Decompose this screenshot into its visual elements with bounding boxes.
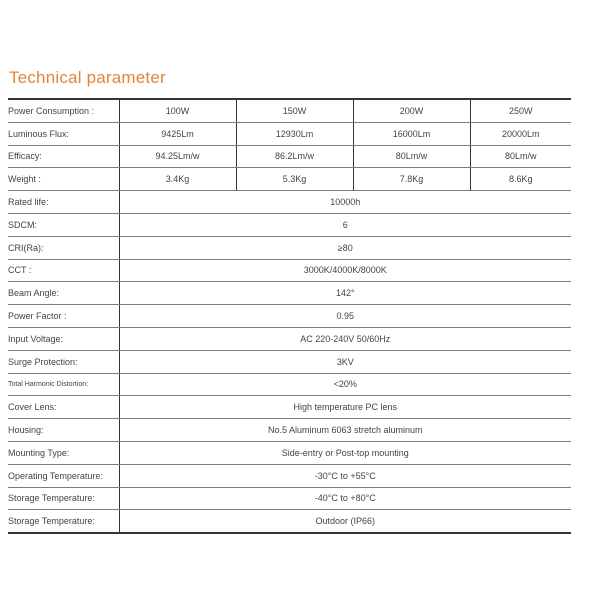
row-label: CRI(Ra): xyxy=(8,236,119,259)
row-label: Storage Temperature: xyxy=(8,510,119,533)
row-value: No.5 Aluminum 6063 stretch aluminum xyxy=(119,419,571,442)
row-value: 3KV xyxy=(119,350,571,373)
row-label: Efficacy: xyxy=(8,145,119,168)
table-row-surge-protection xyxy=(8,350,571,373)
model-value: 7.8Kg xyxy=(353,168,470,191)
table-row-input-voltage xyxy=(8,327,571,350)
row-value: 0.95 xyxy=(119,305,571,328)
row-label: Beam Angle: xyxy=(8,282,119,305)
model-value: 16000Lm xyxy=(353,122,470,145)
table-row-power-consumption xyxy=(8,99,571,122)
table-row-mounting-type xyxy=(8,441,571,464)
row-label: Rated life: xyxy=(8,191,119,214)
model-value: 94.25Lm/w xyxy=(119,145,236,168)
row-label: Input Voltage: xyxy=(8,327,119,350)
model-value: 20000Lm xyxy=(470,122,571,145)
table-row-efficacy xyxy=(8,145,571,168)
model-value: 5.3Kg xyxy=(236,168,353,191)
row-label: Weight : xyxy=(8,168,119,191)
model-value: 86.2Lm/w xyxy=(236,145,353,168)
table-row-sdcm xyxy=(8,213,571,236)
model-value: 80Lm/w xyxy=(353,145,470,168)
row-value: High temperature PC lens xyxy=(119,396,571,419)
row-label: Power Consumption : xyxy=(8,99,119,122)
model-value: 200W xyxy=(353,99,470,122)
table-row-weight xyxy=(8,168,571,191)
row-value: -30°C to +55°C xyxy=(119,464,571,487)
table-row-rated-life xyxy=(8,191,571,214)
row-value: AC 220-240V 50/60Hz xyxy=(119,327,571,350)
row-label: Mounting Type: xyxy=(8,441,119,464)
row-label: Cover Lens: xyxy=(8,396,119,419)
row-value: 6 xyxy=(119,213,571,236)
model-value: 8.6Kg xyxy=(470,168,571,191)
table-row-operating-temperature xyxy=(8,464,571,487)
row-value: -40°C to +80°C xyxy=(119,487,571,510)
row-value: 142° xyxy=(119,282,571,305)
page-title: Technical parameter xyxy=(9,68,166,87)
table-row-beam-angle xyxy=(8,282,571,305)
table-row-storage-temperature xyxy=(8,487,571,510)
row-value: <20% xyxy=(119,373,571,396)
table-row-cover-lens xyxy=(8,396,571,419)
model-value: 9425Lm xyxy=(119,122,236,145)
row-value: Side-entry or Post-top mounting xyxy=(119,441,571,464)
model-value: 80Lm/w xyxy=(470,145,571,168)
row-label: Housing: xyxy=(8,419,119,442)
row-value: ≥80 xyxy=(119,236,571,259)
row-value: Outdoor (IP66) xyxy=(119,510,571,533)
row-label: Storage Temperature: xyxy=(8,487,119,510)
row-value: 3000K/4000K/8000K xyxy=(119,259,571,282)
table-row-total-harmonic-distortion xyxy=(8,373,571,396)
row-label: Surge Protection: xyxy=(8,350,119,373)
row-label: Operating Temperature: xyxy=(8,464,119,487)
model-value: 3.4Kg xyxy=(119,168,236,191)
table-row-protection-rating xyxy=(8,510,571,533)
model-value: 150W xyxy=(236,99,353,122)
table-row-luminous-flux xyxy=(8,122,571,145)
row-value: 10000h xyxy=(119,191,571,214)
table-row-cri xyxy=(8,236,571,259)
model-value: 250W xyxy=(470,99,571,122)
row-label: Total Harmonic Distortion: xyxy=(8,373,119,396)
row-label: Luminous Flux: xyxy=(8,122,119,145)
row-label: CCT : xyxy=(8,259,119,282)
table-row-housing xyxy=(8,419,571,442)
row-label: Power Factor : xyxy=(8,305,119,328)
model-value: 100W xyxy=(119,99,236,122)
technical-parameter-table xyxy=(8,98,571,534)
model-value: 12930Lm xyxy=(236,122,353,145)
table-row-cct xyxy=(8,259,571,282)
table-row-power-factor xyxy=(8,305,571,328)
row-label: SDCM: xyxy=(8,213,119,236)
